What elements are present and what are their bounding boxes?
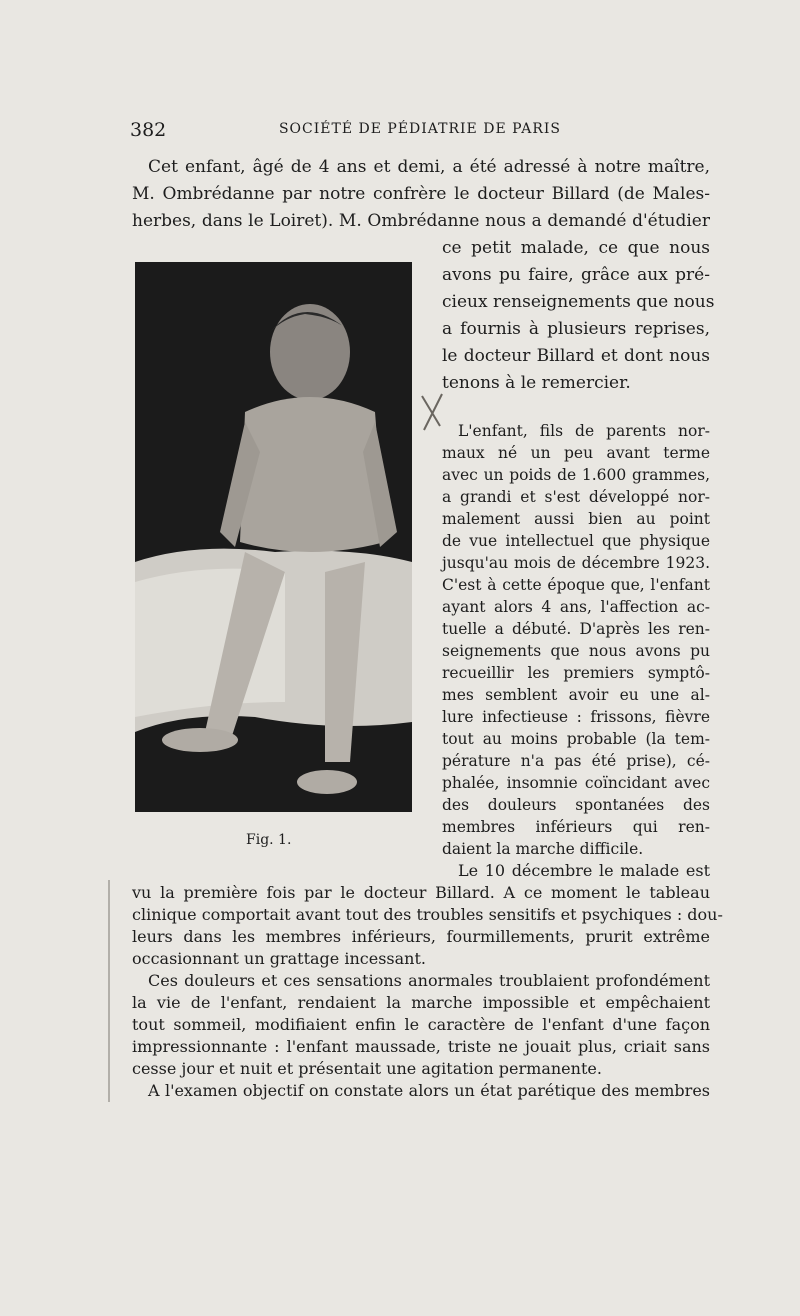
- text-line: tout sommeil, modifiaient enfin le caractère de l'enfant d'une façon: [132, 1015, 710, 1034]
- text-line: clinique comportait avant tout des troubles sensitifs et psychiques : dou-: [132, 905, 723, 924]
- text-line: avec un poids de 1.600 grammes,: [442, 466, 710, 484]
- text-line: tenons à le remercier.: [442, 373, 631, 393]
- margin-pencil-line: [108, 880, 110, 1102]
- text-line: C'est à cette époque que, l'enfant: [442, 576, 710, 594]
- text-line: occasionnant un grattage incessant.: [132, 949, 426, 968]
- text-line: jusqu'au mois de décembre 1923.: [442, 554, 710, 572]
- text-line: vu la première fois par le docteur Billard. A ce moment le tableau: [132, 883, 710, 902]
- text-line: tout au moins probable (la tem-: [442, 730, 710, 748]
- text-line: ce petit malade, ce que nous: [442, 238, 710, 258]
- text-line: la vie de l'enfant, rendaient la marche impossible et empêchaient: [132, 993, 710, 1012]
- text-line: seignements que nous avons pu: [442, 642, 710, 660]
- text-line: impressionnante : l'enfant maussade, triste ne jouait plus, criait sans: [132, 1037, 710, 1056]
- text-line: ayant alors 4 ans, l'affection ac-: [442, 598, 710, 616]
- text-line: lure infectieuse : frissons, fièvre: [442, 708, 710, 726]
- text-line: malement aussi bien au point: [442, 510, 710, 528]
- text-line: maux né un peu avant terme: [442, 444, 710, 462]
- photograph-child: [135, 262, 412, 812]
- text-line: Cet enfant, âgé de 4 ans et demi, a été adressé à notre maître,: [148, 157, 710, 177]
- text-line: daient la marche difficile.: [442, 840, 644, 858]
- handwritten-cross-mark: [418, 390, 448, 438]
- running-title: SOCIÉTÉ DE PÉDIATRIE DE PARIS: [278, 121, 562, 137]
- text-line: recueillir les premiers symptô-: [442, 664, 710, 682]
- text-line: mes semblent avoir eu une al-: [442, 686, 710, 704]
- text-line: de vue intellectuel que physique: [442, 532, 710, 550]
- text-line: membres inférieurs qui ren-: [442, 818, 710, 836]
- text-line: le docteur Billard et dont nous: [442, 346, 710, 366]
- text-line: a fournis à plusieurs reprises,: [442, 319, 710, 339]
- text-line: cesse jour et nuit et présentait une agitation permanente.: [132, 1059, 602, 1078]
- text-line: L'enfant, fils de parents nor-: [458, 422, 710, 440]
- text-line: Le 10 décembre le malade est: [458, 861, 710, 880]
- figure-caption: Fig. 1.: [246, 832, 292, 848]
- text-line: Ces douleurs et ces sensations anormales troublaient profondément: [148, 971, 710, 990]
- text-line: M. Ombrédanne par notre confrère le docteur Billard (de Males-: [132, 184, 710, 204]
- text-line: cieux renseignements que nous: [442, 292, 715, 312]
- text-line: pérature n'a pas été prise), cé-: [442, 752, 710, 770]
- text-line: avons pu faire, grâce aux pré-: [442, 265, 710, 285]
- child-photo-illustration: [135, 262, 412, 812]
- text-line: tuelle a débuté. D'après les ren-: [442, 620, 710, 638]
- text-line: phalée, insomnie coïncidant avec: [442, 774, 710, 792]
- page-header: [130, 119, 710, 141]
- page-number: 382: [130, 119, 167, 141]
- text-line: a grandi et s'est développé nor-: [442, 488, 710, 506]
- text-line: A l'examen objectif on constate alors un état parétique des membres: [148, 1081, 710, 1100]
- text-line: herbes, dans le Loiret). M. Ombrédanne nous a demandé d'étudier: [132, 211, 710, 231]
- text-line: des douleurs spontanées des: [442, 796, 710, 814]
- text-line: leurs dans les membres inférieurs, fourmillements, prurit extrême: [132, 927, 710, 946]
